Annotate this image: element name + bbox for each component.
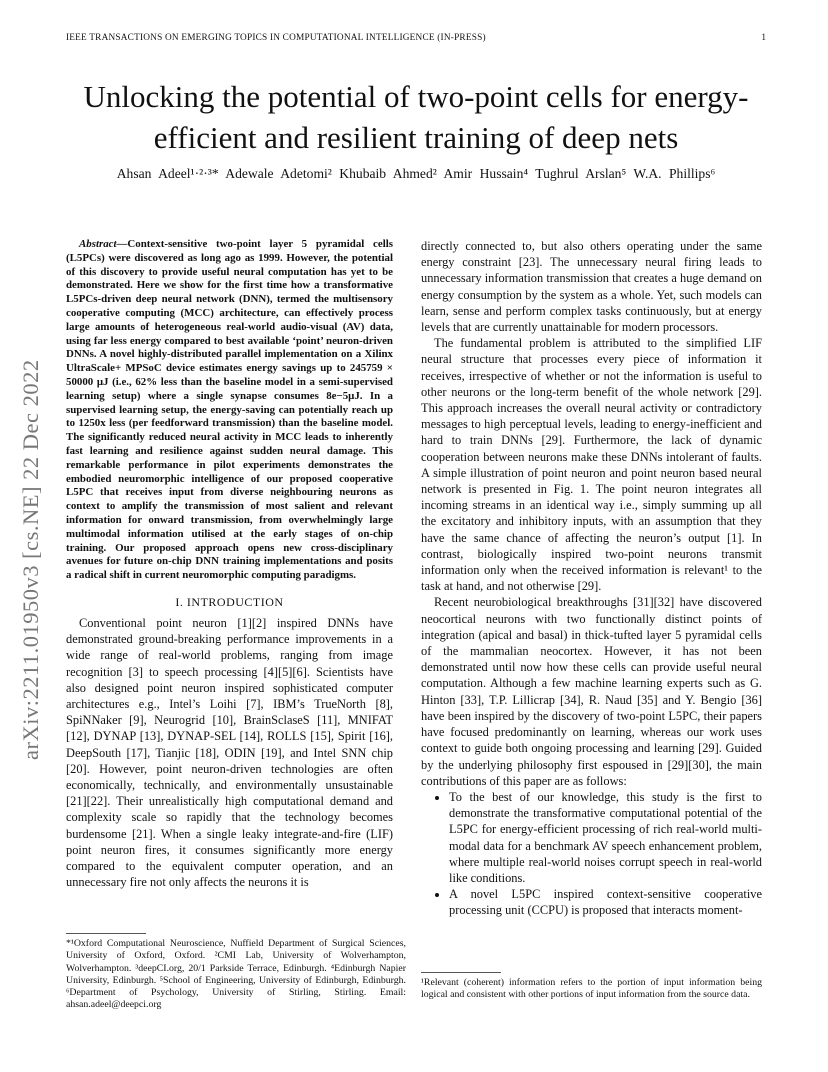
list-item: • A novel L5PC inspired context-sensitive cooperative processing unit (CCPU) is proposed that interacts moment- (449, 886, 762, 918)
arxiv-sidebar-stamp: arXiv:2211.01950v3 [cs.NE] 22 Dec 2022 (18, 359, 43, 760)
abstract-text: —Context-sensitive two-point layer 5 pyramidal cells (L5PCs) were discovered as long ago as 1999. However, the potential of this discovery to provide useful neural computation has yet to be demonstrated. Here we show for the first time how a transformative L5PCs-driven deep neural network (DNN), termed the multisensory cooperative computing (MCC) architecture, can effectively process large amounts of heterogeneous real-world audio-visual (AV) data, using far less energy compared to best available ‘point’ neuron-driven DNNs. A novel highly-distributed parallel implementation on a Xilinx UltraScale+ MPSoC device estimates energy savings up to 245759 × 50000 μJ (i.e., 62% less than the baseline model in a semi-supervised learning setup) where a single synapse consumes 8e−5μJ. In a supervised learning setup, the energy-saving can potentially reach up to 1250x less (per feedforward transmission) than the baseline model. The significantly reduced neural activity in MCC leads to inherently fast learning and resilience against sudden neural damage. This remarkable performance in pilot experiments demonstrates the embodied neuromorphic intelligence of our proposed cooperative L5PC that receives input from diverse neighbouring neurons as context to amplify the transmission of most salient and relevant information for onward transmission, from overwhelmingly large multimodal information utilised at the early stages of on-chip training. Our proposed approach opens new cross-disciplinary avenues for future on-chip DNN training implementations and posits a radical shift in current neuromorphic computing paradigms. (66, 238, 393, 582)
footnote-relevant-information: ¹Relevant (coherent) information refers to the portion of input information being logical and consistent with other portions of input information from the source data. (421, 977, 762, 1001)
section-heading-introduction: I. INTRODUCTION (175, 594, 284, 609)
intro-paragraph-1-continued: directly connected to, but also others operating under the same energy constraint [23]. The unnecessary neural firing leads to unnecessary information transmission that creates a huge demand on energy consumption by the system as a whole. Yet, such models can learn, sense and perform complex tasks continuously, but at energy levels that are currently unattainable for modern processors. (421, 239, 762, 335)
running-header: IEEE TRANSACTIONS ON EMERGING TOPICS IN COMPUTATIONAL INTELLIGENCE (IN-PRESS) (66, 33, 486, 43)
abstract-label: Abstract (79, 238, 117, 250)
contributions-list (421, 789, 762, 919)
footnote-rule-left (66, 933, 146, 934)
abstract (66, 238, 393, 583)
right-column (421, 238, 762, 919)
author-list: Ahsan Adeel¹·²·³* Adewale Adetomi² Khubaib Ahmed² Amir Hussain⁴ Tughrul Arslan⁵ W.A. Phillips⁶ (116, 166, 716, 181)
list-item: • To the best of our knowledge, this study is the first to demonstrate the transformative computational potential of the L5PC for energy-efficient processing of rich real-world multi-modal data for a benchmark AV speech enhancement problem, where multiple real-world noises corrupt speech in real-world like conditions. (449, 789, 762, 886)
page-number: 1 (761, 33, 766, 43)
intro-paragraph-2: The fundamental problem is attributed to the simplified LIF neural structure that processes every piece of information it receives, irrespective of whether or not the information is useful to other neurons or the long-term benefit of the whole network [29]. This approach increases the overall neural activity or contradictory messages to high perceptual levels, leading to energy-inefficient and hard to train DNNs [29]. Furthermore, the lack of dynamic cooperation between neurons make these DNNs intolerant of faults. A simple illustration of point neuron and point neuron based neural network is presented in Fig. 1. The point neuron integrates all incoming streams in an identical way i.e., simply summing up all the excitatory and inhibitory inputs, with an assumption that they have the same chance of affecting the neuron’s output [1]. In contrast, biologically inspired two-point neurons transmit information only when the received information is relevant¹ to the task at hand, and not otherwise [29]. (421, 336, 762, 594)
intro-paragraph-1: Conventional point neuron [1][2] inspired DNNs have demonstrated ground-breaking performance improvements in a wide range of real-world problems, ranging from image recognition [3] to speech processing [4][5][6]. Scientists have also designed point neuron inspired sophisticated computer architectures e.g., Intel’s Loihi [7], IBM’s TrueNorth [8], SpiNNaker [9], Neurogrid [10], BrainSclaseS [11], MNIFAT [12], DYNAP [13], DYNAP-SEL [14], ROLLS [15], Spirit [16], DeepSouth [17], Tianjic [18], ODIN [19], and Intel SNN chip [20]. However, point neuron-driven technologies are often economically, technically, and environmentally unsustainable [21][22]. Their unrealistically high computational demand and complexity scale so rapidly that the technology becomes burdensome [21]. When a single leaky integrate-and-fire (LIF) point neuron fires, it consumes significantly more energy compared to the equivalent computer operation, and an unnecessary fire not only affects the neurons it is (66, 615, 393, 890)
left-column (66, 238, 393, 890)
paper-title: Unlocking the potential of two-point cells for energy-efficient and resilient training of deep nets (83, 79, 749, 155)
intro-paragraph-3: Recent neurobiological breakthroughs [31][32] have discovered neocortical neurons with two functionally distinct points of integration (apical and basal) in thick-tufted layer 5 pyramidal cells of the mammalian neocortex. However, it has not been demonstrated until now how these cells can provide useful neural computation. Although a few machine learning experts such as G. Hinton [33], T.P. Lillicrap [34], R. Naud [35] and Y. Bengio [36] have been inspired by the discovery of two-point L5PC, their papers have focused predominantly on learning, whereas our work uses context to guide both ongoing processing and learning [29]. Guided by the underlying philosophy first espoused in [29][30], the main contributions of this paper are as follows: (421, 595, 762, 788)
affiliation-footnote: *¹Oxford Computational Neuroscience, Nuffield Department of Surgical Sciences, University of Oxford, Oxford. ²CMI Lab, University of Wolverhampton, Wolverhampton. ³deepCI.org, 20/1 Parkside Terrace, Edinburgh. ⁴Edinburgh Napier University, Edinburgh. ⁵School of Engineering, University of Edinburgh, Edinburgh. ⁶Department of Psychology, University of Stirling, Stirling. Email: ahsan.adeel@deepci.org (66, 938, 406, 1011)
footnote-rule-right (421, 972, 501, 973)
